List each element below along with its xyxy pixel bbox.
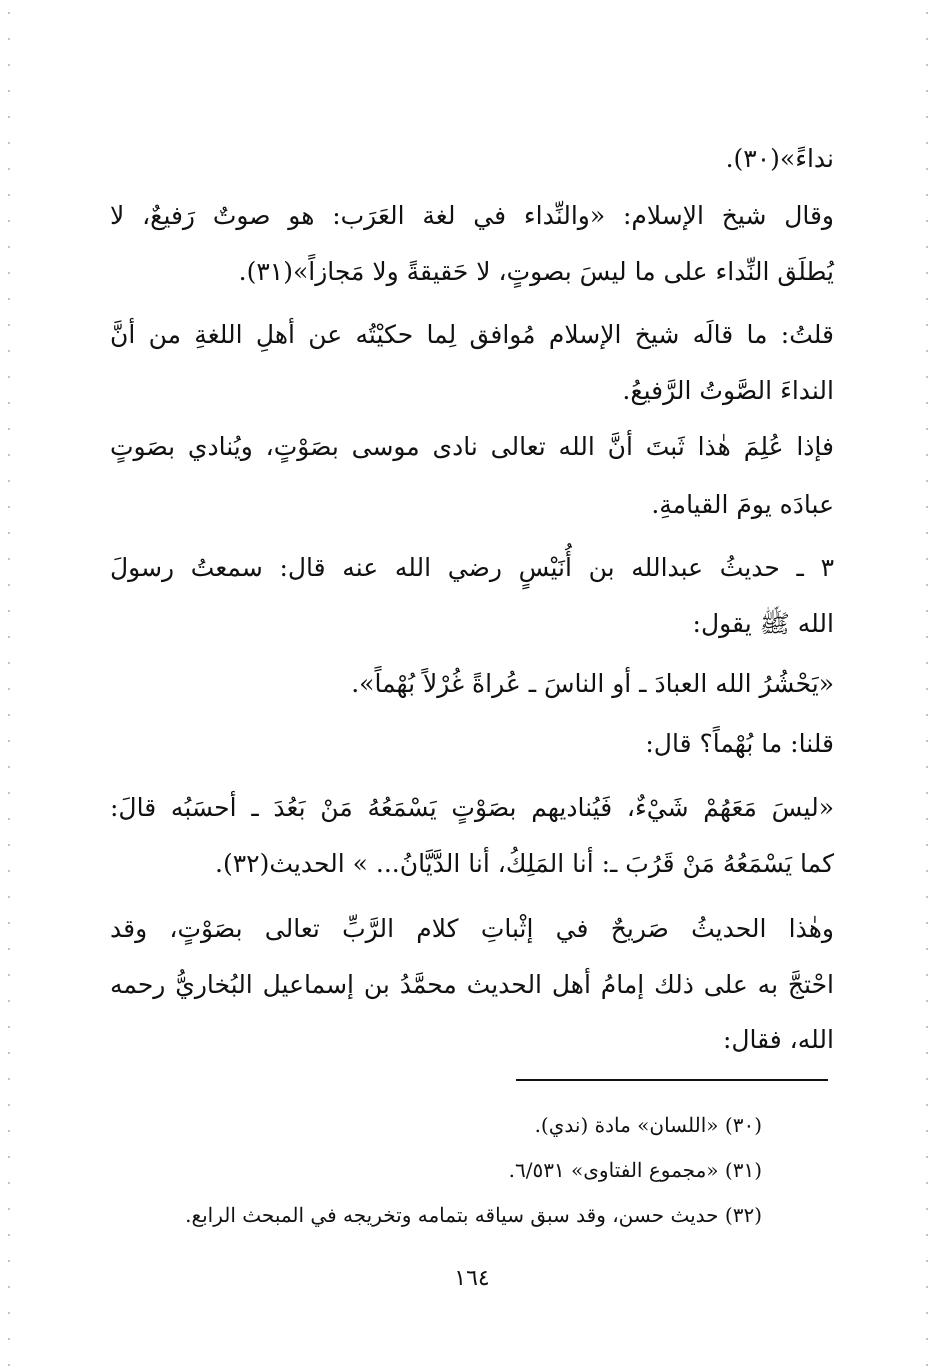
text-line-14: وهٰذا الحديثُ صَريحٌ في إثْباتِ كلام الرَّبِّ تعالى بصَوْتٍ، وقد: [110, 914, 834, 943]
footnote-30: (٣٠) «اللسان» مادة (ندي).: [534, 1113, 762, 1137]
text-line-3: يُطلَق النِّداء على ما ليسَ بصوتٍ، لا حَقيقةً ولا مَجازاً»(٣١).: [238, 257, 834, 286]
text-line-7: عبادَه يومَ القيامةِ.: [651, 490, 834, 519]
text-line-13: كما يَسْمَعُهُ مَنْ قَرُبَ ـ: أنا المَلِكُ، أنا الدَّيَّانُ... » الحديث(٣٢).: [215, 849, 834, 878]
text-line-15: احْتجَّ به على ذلك إمامُ أهل الحديث محمَّدُ بن إسماعيل البُخاريُّ رحمه: [110, 970, 834, 999]
text-line-10: «يَحْشُرُ الله العبادَ ـ أو الناسَ ـ عُراةً غُرْلاً بُهْماً».: [351, 669, 834, 698]
text-line-16: الله، فقال:: [722, 1025, 834, 1054]
footnote-32: (٣٢) حديث حسن، وقد سبق سياقه بتمامه وتخريجه في المبحث الرابع.: [185, 1203, 762, 1227]
text-line-11: قلنا: ما بُهْماً؟ قال:: [645, 729, 834, 758]
scan-dot-column-right: [926, 0, 928, 1370]
footnote-31: (٣١) «مجموع الفتاوى» ٦/٥٣١.: [508, 1158, 762, 1182]
text-line-9: الله ﷺ يقول:: [692, 609, 834, 638]
text-line-12: «ليسَ مَعَهُمْ شَيْءٌ، فَيُناديهم بصَوْتٍ يَسْمَعُهُ مَنْ بَعُدَ ـ أحسَبُه قالَ:: [110, 793, 834, 822]
text-line-5: النداءَ الصَّوتُ الرَّفيعُ.: [622, 376, 834, 405]
footnote-separator: [516, 1079, 828, 1081]
text-line-1: نداءً»(٣٠).: [725, 144, 834, 173]
text-line-6: فإذا عُلِمَ هٰذا ثَبتَ أنَّ الله تعالى نادى موسى بصَوْتٍ، ويُنادي بصَوتٍ: [110, 432, 834, 461]
scan-dot-column-left: [8, 0, 10, 1370]
text-line-4: قلتُ: ما قالَه شيخ الإسلام مُوافق لِما حكيْتُه عن أهلِ اللغةِ من أنَّ: [110, 320, 834, 349]
page-number: ١٦٤: [454, 1266, 490, 1291]
text-line-2: وقال شيخ الإسلام: «والنِّداء في لغة العَرَب: هو صوتٌ رَفيعٌ، لا: [110, 201, 834, 230]
text-line-8: ٣ ـ حديثُ عبدالله بن أُنَيْسٍ رضي الله عنه قال: سمعتُ رسولَ: [110, 553, 834, 582]
